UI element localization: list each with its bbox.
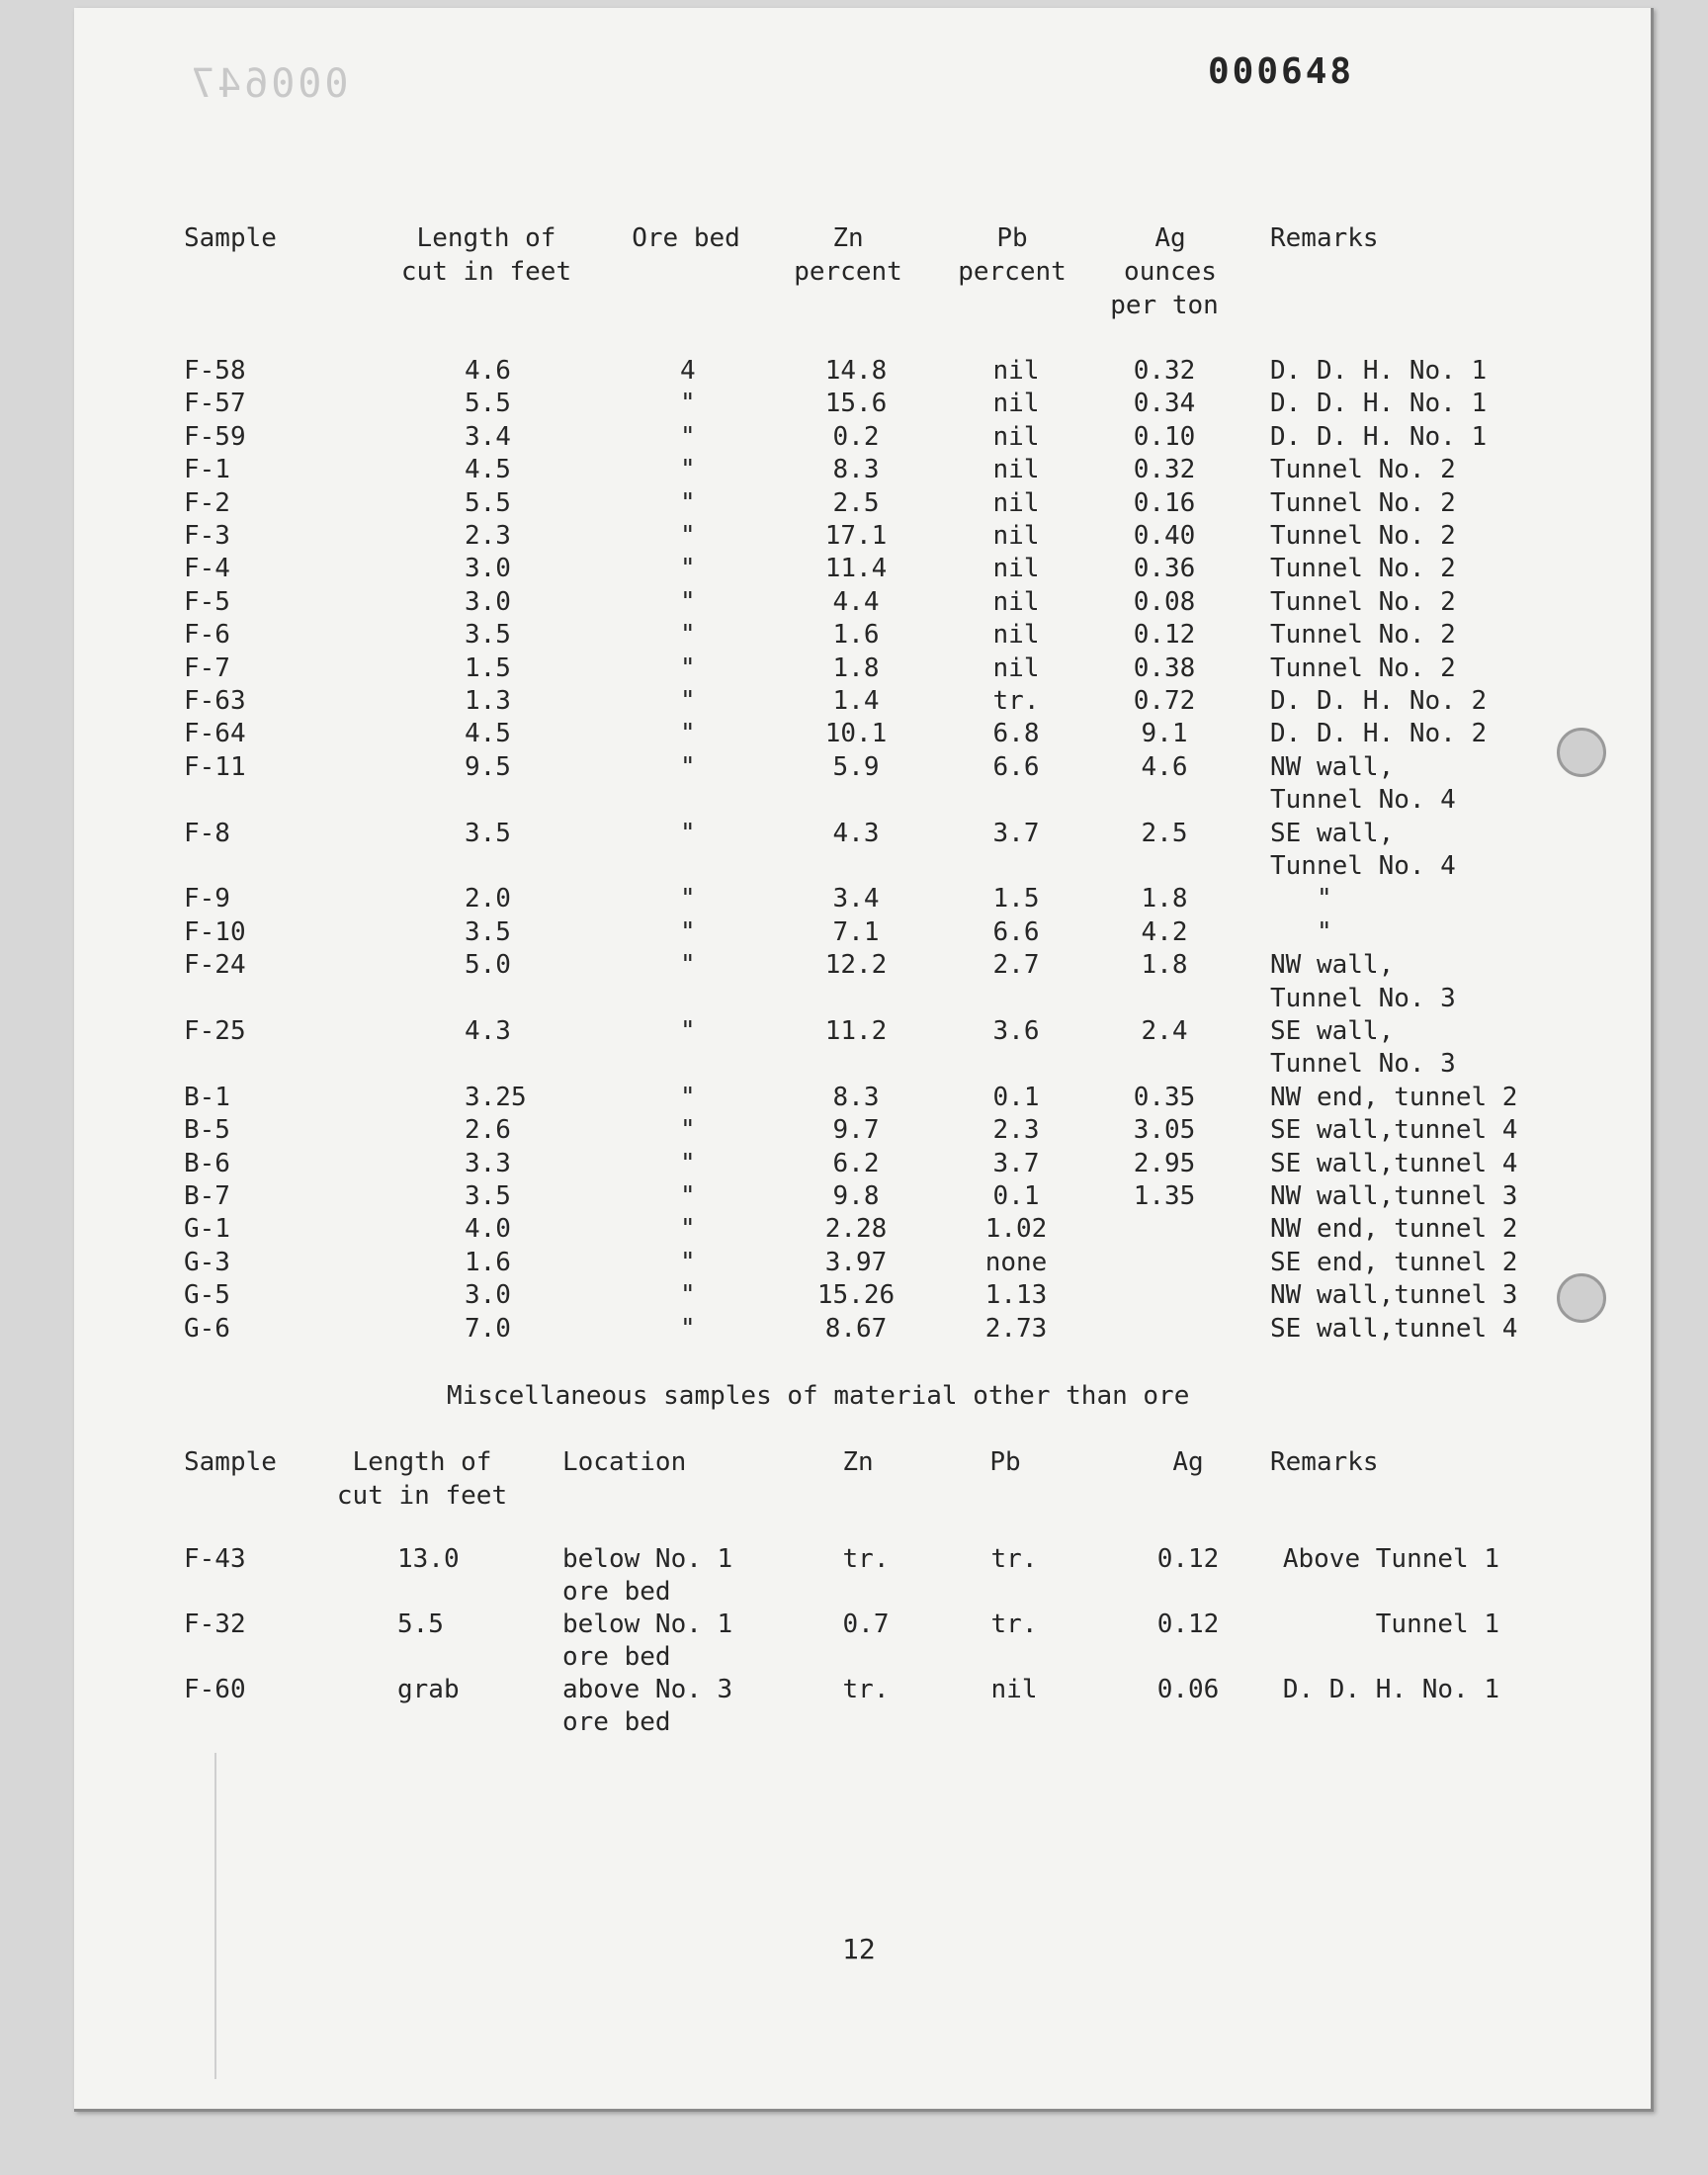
cell-ag: 9.1 (1141, 719, 1188, 749)
cell-sample: F-4 (184, 554, 230, 584)
col-header-pb: Pb (989, 1447, 1021, 1477)
col-header-location: Location (562, 1447, 687, 1477)
cell-ore-bed: " (680, 554, 696, 584)
cell-ore-bed: " (680, 1181, 696, 1211)
cell-sample: F-60 (184, 1675, 246, 1704)
cell-sample: F-63 (184, 686, 246, 716)
cell-ore-bed: " (680, 916, 696, 947)
cell-zn: 12.2 (824, 950, 888, 981)
cell-remarks: Tunnel No. 2 (1270, 455, 1456, 485)
cell-sample: F-43 (184, 1544, 246, 1574)
cell-ore-bed: " (680, 586, 696, 617)
cell-sample: G-1 (184, 1214, 230, 1245)
cell-pb: 1.13 (984, 1280, 1048, 1311)
cell-zn: 11.2 (824, 1016, 888, 1046)
cell-pb: 0.1 (992, 1181, 1040, 1211)
cell-ag: 0.36 (1133, 554, 1196, 584)
cell-sample: F-57 (184, 389, 246, 419)
cell-ore-bed: " (680, 1280, 696, 1311)
col-header-zn: Zn (832, 223, 864, 253)
cell-location: above No. 3 (562, 1675, 733, 1704)
cell-length: 4.5 (465, 455, 511, 485)
cell-zn: 6.2 (832, 1148, 880, 1178)
cell-pb: nil (992, 487, 1040, 518)
cell-remarks: D. D. H. No. 1 (1282, 1675, 1499, 1704)
cell-sample: F-5 (184, 586, 230, 617)
cell-sample: B-1 (184, 1082, 230, 1112)
cell-remarks: " (1270, 884, 1332, 914)
cell-remarks: SE wall, (1270, 818, 1395, 848)
cell-length: 5.5 (397, 1610, 444, 1639)
cell-sample: F-24 (184, 950, 246, 981)
cell-ag: 0.10 (1133, 421, 1196, 452)
cell-location: ore bed (562, 1642, 671, 1672)
cell-length: 1.3 (465, 686, 511, 716)
col-header-sample: Sample (184, 1447, 277, 1477)
cell-ag: 0.08 (1133, 586, 1196, 617)
cell-remarks: Tunnel No. 3 (1270, 983, 1456, 1013)
cell-ag: 0.12 (1133, 620, 1196, 651)
cell-remarks: NW wall, (1270, 751, 1395, 782)
cell-ore-bed: " (680, 1214, 696, 1245)
cell-ag: 2.4 (1141, 1016, 1188, 1046)
cell-zn: 1.6 (832, 620, 880, 651)
cell-remarks: Tunnel No. 2 (1270, 620, 1456, 651)
cell-pb: nil (992, 652, 1040, 683)
cell-ore-bed: " (680, 455, 696, 485)
cell-ag: 2.5 (1141, 818, 1188, 848)
cell-remarks: D. D. H. No. 2 (1270, 686, 1488, 716)
cell-ag: 0.06 (1156, 1675, 1220, 1704)
cell-sample: B-6 (184, 1148, 230, 1178)
cell-zn: 0.2 (832, 421, 880, 452)
cell-length: 4.5 (465, 719, 511, 749)
cell-pb: 2.3 (992, 1115, 1040, 1146)
cell-length: 3.4 (465, 421, 511, 452)
cell-length: 13.0 (397, 1544, 460, 1574)
cell-zn: tr. (842, 1675, 890, 1704)
cell-pb: 1.5 (992, 884, 1040, 914)
cell-pb: 1.02 (984, 1214, 1048, 1245)
cell-ag: 4.2 (1141, 916, 1188, 947)
cell-remarks: SE end, tunnel 2 (1270, 1247, 1518, 1277)
col-header-ag: Ag (1172, 1447, 1204, 1477)
cell-sample: F-25 (184, 1016, 246, 1046)
col-header-ore-bed: Ore bed (632, 223, 740, 253)
cell-length: 5.5 (465, 389, 511, 419)
cell-zn: 4.4 (832, 586, 880, 617)
cell-ore-bed: " (680, 884, 696, 914)
cell-zn: 7.1 (832, 916, 880, 947)
cell-pb: nil (990, 1675, 1038, 1704)
cell-zn: 2.5 (832, 487, 880, 518)
cell-pb: 0.1 (992, 1082, 1040, 1112)
punch-hole (1557, 1273, 1606, 1323)
cell-zn: 9.8 (832, 1181, 880, 1211)
cell-ag: 0.72 (1133, 686, 1196, 716)
col-header-length: cut in feet (400, 257, 572, 287)
cell-remarks: NW end, tunnel 2 (1270, 1082, 1518, 1112)
cell-ore-bed: " (680, 1247, 696, 1277)
cell-sample: F-32 (184, 1610, 246, 1639)
cell-remarks: SE wall,tunnel 4 (1270, 1313, 1518, 1344)
cell-zn: 15.26 (816, 1280, 896, 1311)
cell-ag: 0.35 (1133, 1082, 1196, 1112)
section-title: Miscellaneous samples of material other than ore (447, 1381, 1190, 1411)
cell-ag: 1.8 (1141, 950, 1188, 981)
col-header-zn: Zn (842, 1447, 874, 1477)
cell-length: 4.6 (465, 356, 511, 386)
cell-ore-bed: " (680, 1082, 696, 1112)
cell-ag: 4.6 (1141, 751, 1188, 782)
cell-remarks: Tunnel No. 2 (1270, 554, 1456, 584)
cell-length: 1.6 (465, 1247, 511, 1277)
cell-zn: 2.28 (824, 1214, 888, 1245)
cell-location: below No. 1 (562, 1544, 733, 1574)
cell-ag: 0.12 (1156, 1610, 1220, 1639)
cell-ag: 0.34 (1133, 389, 1196, 419)
cell-ag: 1.35 (1133, 1181, 1196, 1211)
cell-length: grab (397, 1675, 460, 1704)
cell-length: 4.3 (465, 1016, 511, 1046)
cell-ore-bed: " (680, 1115, 696, 1146)
cell-ag: 0.32 (1133, 356, 1196, 386)
col-header-length: Length of (416, 223, 556, 253)
cell-sample: G-6 (184, 1313, 230, 1344)
cell-pb: nil (992, 356, 1040, 386)
col-header-pb: Pb (996, 223, 1028, 253)
cell-pb: 6.6 (992, 751, 1040, 782)
col-header-pb: percent (958, 257, 1067, 287)
cell-remarks: Tunnel No. 4 (1270, 785, 1456, 816)
cell-ag: 0.32 (1133, 455, 1196, 485)
cell-ag: 0.40 (1133, 521, 1196, 551)
cell-length: 4.0 (465, 1214, 511, 1245)
col-header-length: cut in feet (336, 1481, 508, 1511)
cell-ore-bed: " (680, 652, 696, 683)
cell-pb: 3.6 (992, 1016, 1040, 1046)
cell-zn: 3.97 (824, 1247, 888, 1277)
col-header-remarks: Remarks (1270, 223, 1379, 253)
cell-length: 2.6 (465, 1115, 511, 1146)
cell-length: 3.5 (465, 620, 511, 651)
cell-ore-bed: " (680, 751, 696, 782)
cell-sample: F-2 (184, 487, 230, 518)
cell-remarks: SE wall, (1270, 1016, 1395, 1046)
cell-length: 3.0 (465, 586, 511, 617)
cell-pb: tr. (992, 686, 1040, 716)
cell-remarks: Above Tunnel 1 (1282, 1544, 1499, 1574)
cell-remarks: NW wall, (1270, 950, 1395, 981)
cell-pb: none (984, 1247, 1048, 1277)
cell-zn: 1.8 (832, 652, 880, 683)
cell-ore-bed: " (680, 521, 696, 551)
col-header-ag: Ag (1154, 223, 1186, 253)
cell-sample: F-9 (184, 884, 230, 914)
cell-pb: 2.73 (984, 1313, 1048, 1344)
cell-remarks: SE wall,tunnel 4 (1270, 1148, 1518, 1178)
cell-sample: F-6 (184, 620, 230, 651)
cell-sample: G-3 (184, 1247, 230, 1277)
cell-sample: F-7 (184, 652, 230, 683)
cell-pb: 3.7 (992, 1148, 1040, 1178)
cell-length: 5.5 (465, 487, 511, 518)
cell-ore-bed: " (680, 950, 696, 981)
cell-remarks: NW end, tunnel 2 (1270, 1214, 1518, 1245)
cell-zn: 9.7 (832, 1115, 880, 1146)
cell-ore-bed: " (680, 1016, 696, 1046)
cell-ore-bed: " (680, 818, 696, 848)
cell-ag: 0.38 (1133, 652, 1196, 683)
cell-pb: nil (992, 421, 1040, 452)
cell-zn: 0.7 (842, 1610, 890, 1639)
cell-location: below No. 1 (562, 1610, 733, 1639)
cell-sample: F-59 (184, 421, 246, 452)
cell-sample: F-1 (184, 455, 230, 485)
cell-remarks: D. D. H. No. 1 (1270, 356, 1488, 386)
cell-pb: 6.6 (992, 916, 1040, 947)
cell-location: ore bed (562, 1577, 671, 1607)
cell-ore-bed: 4 (680, 356, 696, 386)
cell-ore-bed: " (680, 389, 696, 419)
cell-remarks: Tunnel No. 4 (1270, 851, 1456, 881)
cell-zn: 1.4 (832, 686, 880, 716)
cell-sample: B-7 (184, 1181, 230, 1211)
cell-pb: nil (992, 389, 1040, 419)
cell-pb: nil (992, 554, 1040, 584)
cell-ore-bed: " (680, 620, 696, 651)
cell-length: 3.0 (465, 554, 511, 584)
col-header-zn: percent (794, 257, 902, 287)
cell-pb: nil (992, 455, 1040, 485)
cell-zn: 15.6 (824, 389, 888, 419)
cell-ore-bed: " (680, 1148, 696, 1178)
punch-hole (1557, 728, 1606, 777)
cell-remarks: Tunnel No. 3 (1270, 1049, 1456, 1080)
col-header-length: Length of (352, 1447, 492, 1477)
bleed-through-number: 000647 (188, 61, 349, 107)
document-number: 000648 (1208, 51, 1355, 92)
cell-pb: nil (992, 586, 1040, 617)
cell-length: 3.5 (465, 818, 511, 848)
cell-zn: tr. (842, 1544, 890, 1574)
cell-sample: F-64 (184, 719, 246, 749)
cell-zn: 5.9 (832, 751, 880, 782)
cell-length: 3.0 (465, 1280, 511, 1311)
cell-ore-bed: " (680, 719, 696, 749)
cell-ore-bed: " (680, 487, 696, 518)
cell-ore-bed: " (680, 421, 696, 452)
cell-ag: 0.12 (1156, 1544, 1220, 1574)
cell-zn: 3.4 (832, 884, 880, 914)
cell-length: 3.25 (465, 1082, 527, 1112)
cell-pb: nil (992, 521, 1040, 551)
col-header-ag: per ton (1110, 291, 1219, 320)
cell-ore-bed: " (680, 1313, 696, 1344)
fold-line (214, 1753, 216, 2079)
page-number: 12 (842, 1933, 876, 1965)
cell-remarks: SE wall,tunnel 4 (1270, 1115, 1518, 1146)
cell-ag: 3.05 (1133, 1115, 1196, 1146)
cell-remarks: Tunnel No. 2 (1270, 586, 1456, 617)
cell-length: 7.0 (465, 1313, 511, 1344)
cell-zn: 8.3 (832, 455, 880, 485)
cell-zn: 10.1 (824, 719, 888, 749)
cell-length: 9.5 (465, 751, 511, 782)
cell-remarks: D. D. H. No. 1 (1270, 389, 1488, 419)
cell-ore-bed: " (680, 686, 696, 716)
cell-remarks: D. D. H. No. 1 (1270, 421, 1488, 452)
cell-location: ore bed (562, 1707, 671, 1737)
cell-sample: F-8 (184, 818, 230, 848)
cell-zn: 17.1 (824, 521, 888, 551)
cell-pb: 6.8 (992, 719, 1040, 749)
cell-pb: nil (992, 620, 1040, 651)
cell-length: 3.3 (465, 1148, 511, 1178)
cell-remarks: D. D. H. No. 2 (1270, 719, 1488, 749)
cell-zn: 4.3 (832, 818, 880, 848)
cell-pb: 3.7 (992, 818, 1040, 848)
col-header-ag: ounces (1124, 257, 1217, 287)
cell-remarks: NW wall,tunnel 3 (1270, 1181, 1518, 1211)
col-header-sample: Sample (184, 223, 277, 253)
cell-zn: 8.3 (832, 1082, 880, 1112)
cell-length: 1.5 (465, 652, 511, 683)
cell-remarks: NW wall,tunnel 3 (1270, 1280, 1518, 1311)
cell-pb: tr. (990, 1610, 1038, 1639)
cell-ag: 0.16 (1133, 487, 1196, 518)
cell-sample: G-5 (184, 1280, 230, 1311)
cell-length: 5.0 (465, 950, 511, 981)
cell-sample: B-5 (184, 1115, 230, 1146)
cell-remarks: Tunnel No. 2 (1270, 487, 1456, 518)
cell-remarks: Tunnel No. 2 (1270, 521, 1456, 551)
cell-remarks: Tunnel 1 (1375, 1610, 1499, 1639)
col-header-remarks: Remarks (1270, 1447, 1379, 1477)
cell-zn: 8.67 (824, 1313, 888, 1344)
cell-sample: F-11 (184, 751, 246, 782)
cell-sample: F-3 (184, 521, 230, 551)
cell-length: 3.5 (465, 916, 511, 947)
cell-ag: 2.95 (1133, 1148, 1196, 1178)
cell-pb: tr. (990, 1544, 1038, 1574)
cell-sample: F-10 (184, 916, 246, 947)
cell-length: 2.0 (465, 884, 511, 914)
cell-length: 3.5 (465, 1181, 511, 1211)
cell-zn: 14.8 (824, 356, 888, 386)
cell-ag: 1.8 (1141, 884, 1188, 914)
cell-pb: 2.7 (992, 950, 1040, 981)
cell-zn: 11.4 (824, 554, 888, 584)
cell-remarks: " (1270, 916, 1332, 947)
cell-length: 2.3 (465, 521, 511, 551)
cell-remarks: Tunnel No. 2 (1270, 652, 1456, 683)
cell-sample: F-58 (184, 356, 246, 386)
